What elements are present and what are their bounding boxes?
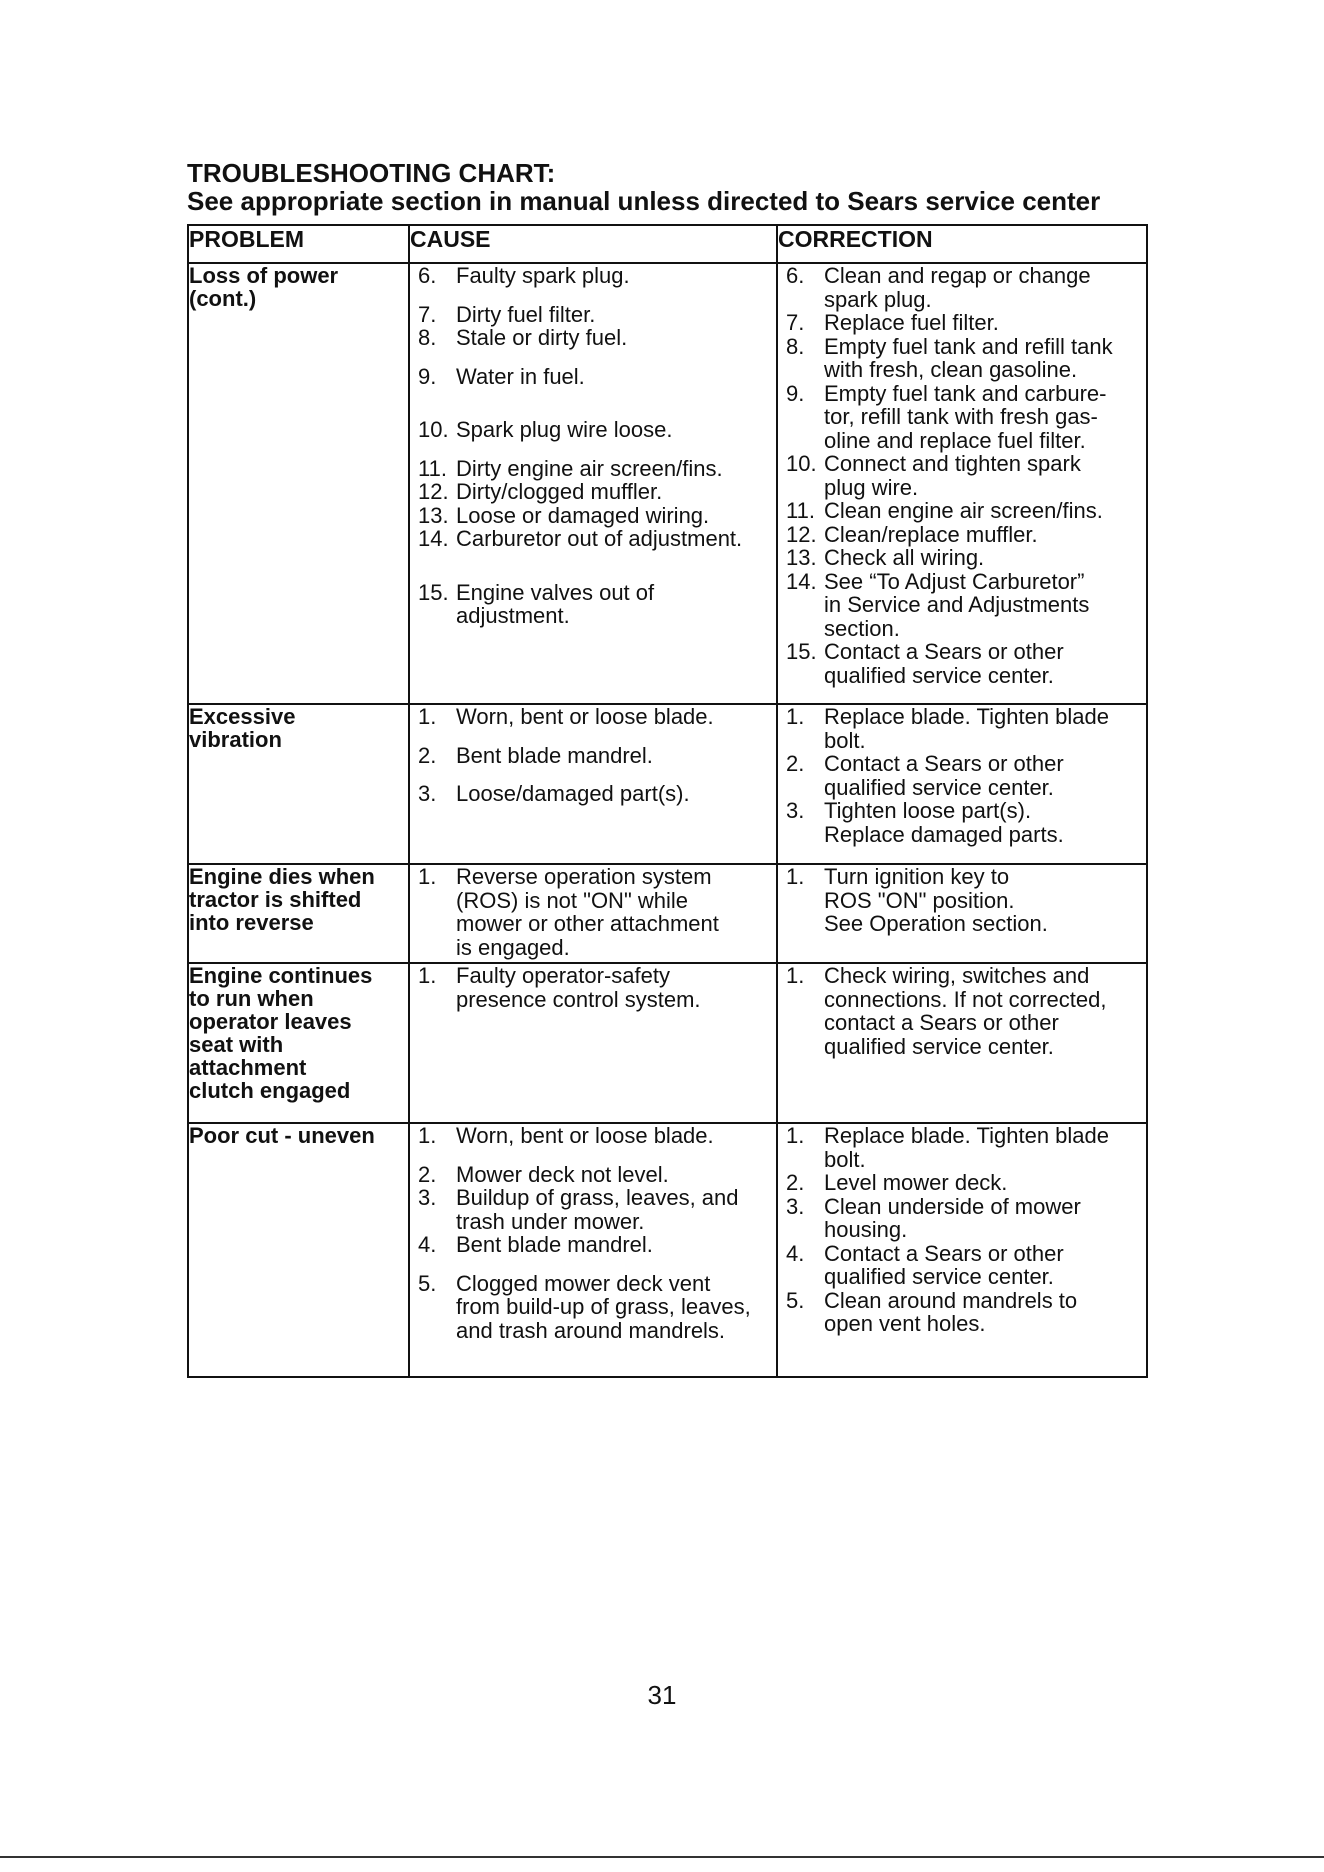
page-number: 31 [647, 1680, 677, 1710]
correction-item [778, 523, 1146, 547]
correction-item-text: Contact a Sears or other qualified service center. [824, 1240, 1064, 1289]
correction-item [778, 570, 1146, 641]
cause-item [410, 418, 776, 442]
correction-item-number: 15. [786, 639, 817, 664]
table-header-row [188, 225, 1147, 263]
correction-item-number: 2. [786, 751, 805, 776]
correction-item-text: Clean/replace muffler. [824, 521, 1038, 547]
cause-cell [409, 704, 777, 864]
correction-item-number: 9. [786, 380, 805, 406]
correction-item-text: Tighten loose part(s). Replace damaged parts. [824, 798, 1064, 847]
header-cause: CAUSE [409, 225, 777, 263]
correction-item-number: 11. [786, 498, 815, 523]
correction-item-number: 7. [786, 310, 805, 335]
table-row [188, 963, 1147, 1123]
correction-item [778, 705, 1146, 752]
cause-item [410, 480, 776, 504]
cause-item-number: 10. [418, 417, 449, 442]
cause-item-text: Worn, bent or loose blade. [456, 704, 714, 729]
chart-subtitle: See appropriate section in manual unless directed to Sears service center [187, 186, 1101, 216]
correction-item-number: 6. [786, 263, 805, 288]
correction-item-number: 12. [786, 521, 817, 547]
cause-item-text: Stale or dirty fuel. [456, 325, 628, 350]
table-body [188, 263, 1147, 1377]
problem-cell [188, 1123, 409, 1377]
cause-item [410, 865, 776, 959]
cause-item-number: 15. [418, 579, 449, 605]
correction-item-text: Check wiring, switches and connections. If not corrected, contact a Sears or other qualified service center. [824, 963, 1107, 1059]
correction-cell [777, 704, 1147, 864]
cause-item-text: Loose or damaged wiring. [456, 502, 710, 528]
correction-item-text: Check all wiring. [824, 545, 985, 570]
cause-item-number: 1. [418, 963, 437, 988]
correction-item [778, 452, 1146, 499]
correction-item-text: See “To Adjust Carburetor” in Service and Adjustments section. [824, 568, 1090, 641]
cause-item [410, 1272, 776, 1343]
cause-item-number: 8. [418, 325, 437, 350]
cause-item [410, 581, 776, 628]
table-row [188, 704, 1147, 864]
cause-item [410, 1233, 776, 1257]
correction-item [778, 335, 1146, 382]
correction-item-text: Empty fuel tank and carbure- tor, refill tank with fresh gas- oline and replace fuel filter. [824, 380, 1107, 453]
correction-cell [777, 1123, 1147, 1377]
cause-item-text: Buildup of grass, leaves, and trash under mower. [456, 1185, 739, 1234]
cause-item [410, 527, 776, 551]
cause-item-text: Reverse operation system (ROS) is not "ON" while mower or other attachment is engaged. [456, 864, 719, 960]
problem-text: Engine dies when tractor is shifted into reverse [189, 864, 375, 935]
header-correction: CORRECTION [777, 225, 1147, 263]
problem-cell [188, 704, 409, 864]
correction-item [778, 640, 1146, 687]
cause-item-text: Dirty fuel filter. [456, 301, 596, 327]
cause-item [410, 504, 776, 528]
correction-item [778, 799, 1146, 846]
cause-cell [409, 1123, 777, 1377]
correction-item [778, 499, 1146, 523]
problem-text: Loss of power (cont.) [189, 263, 339, 311]
correction-item [778, 1242, 1146, 1289]
cause-item-number: 14. [418, 526, 449, 551]
table-row [188, 864, 1147, 963]
cause-item-number: 2. [418, 742, 437, 768]
correction-cell [777, 864, 1147, 963]
correction-item-number: 1. [786, 1123, 805, 1148]
cause-item [410, 1163, 776, 1187]
problem-text: Engine continues to run when operator leaves seat with attachment clutch engaged [189, 963, 373, 1103]
correction-item-text: Clean underside of mower housing. [824, 1193, 1081, 1242]
table-row [188, 263, 1147, 704]
correction-cell [777, 963, 1147, 1123]
cause-cell [409, 263, 777, 704]
correction-item-number: 3. [786, 1193, 805, 1219]
correction-item-number: 14. [786, 568, 817, 594]
cause-item-text: Water in fuel. [456, 363, 585, 389]
cause-item-number: 1. [418, 704, 437, 729]
cause-item [410, 264, 776, 288]
correction-item-text: Level mower deck. [824, 1170, 1008, 1195]
cause-item-text: Spark plug wire loose. [456, 417, 673, 442]
correction-item [778, 964, 1146, 1058]
cause-item-number: 11. [418, 455, 447, 481]
correction-item-text: Replace fuel filter. [824, 310, 999, 335]
cause-item-number: 1. [418, 1123, 437, 1148]
cause-item-text: Worn, bent or loose blade. [456, 1123, 714, 1148]
cause-item-number: 12. [418, 479, 449, 504]
cause-item-number: 6. [418, 263, 437, 288]
cause-item-number: 7. [418, 301, 437, 327]
correction-cell [777, 263, 1147, 704]
cause-item [410, 303, 776, 327]
correction-item [778, 382, 1146, 453]
cause-item [410, 326, 776, 350]
chart-title: TROUBLESHOOTING CHART: [187, 158, 556, 188]
correction-item-number: 1. [786, 704, 805, 729]
correction-item-number: 13. [786, 545, 817, 570]
cause-item-text: Mower deck not level. [456, 1161, 669, 1187]
correction-item [778, 1171, 1146, 1195]
cause-item-number: 5. [418, 1270, 437, 1296]
correction-item-number: 10. [786, 451, 817, 476]
correction-item-text: Contact a Sears or other qualified service center. [824, 751, 1064, 800]
troubleshooting-table [187, 224, 1148, 1378]
problem-cell [188, 963, 409, 1123]
correction-item [778, 1124, 1146, 1171]
correction-item [778, 264, 1146, 311]
cause-item-number: 13. [418, 502, 449, 528]
cause-item-text: Loose/damaged part(s). [456, 781, 690, 806]
correction-item-text: Replace blade. Tighten blade bolt. [824, 704, 1109, 753]
cause-item-text: Engine valves out of adjustment. [456, 579, 655, 628]
cause-item-text: Faulty spark plug. [456, 263, 630, 288]
cause-item-text: Bent blade mandrel. [456, 1232, 653, 1257]
table-row [188, 1123, 1147, 1377]
correction-item [778, 865, 1146, 936]
correction-item-text: Turn ignition key to ROS "ON" position. See Operation section. [824, 864, 1048, 936]
correction-item [778, 1195, 1146, 1242]
correction-item-number: 3. [786, 798, 805, 823]
correction-item-text: Replace blade. Tighten blade bolt. [824, 1123, 1109, 1172]
cause-item-number: 1. [418, 864, 437, 889]
cause-item [410, 457, 776, 481]
cause-item [410, 365, 776, 389]
cause-item-number: 9. [418, 363, 437, 389]
cause-item-text: Clogged mower deck vent from build-up of grass, leaves, and trash around mandrels. [456, 1270, 751, 1343]
cause-item-text: Dirty/clogged muffler. [456, 479, 663, 504]
cause-item-number: 2. [418, 1161, 437, 1187]
problem-text: Excessive vibration [189, 704, 296, 752]
correction-item-number: 5. [786, 1287, 805, 1313]
problem-cell [188, 864, 409, 963]
cause-item-text: Faulty operator-safety presence control system. [456, 963, 701, 1012]
correction-item-number: 1. [786, 963, 805, 988]
correction-item-number: 8. [786, 333, 805, 359]
correction-item-text: Clean around mandrels to open vent holes. [824, 1287, 1078, 1336]
cause-item [410, 705, 776, 729]
problem-cell [188, 263, 409, 704]
correction-item-text: Connect and tighten spark plug wire. [824, 451, 1081, 500]
header-problem: PROBLEM [188, 225, 409, 263]
correction-item-text: Empty fuel tank and refill tank with fresh, clean gasoline. [824, 333, 1113, 382]
cause-cell [409, 864, 777, 963]
cause-item [410, 1124, 776, 1148]
cause-item-number: 3. [418, 1185, 437, 1210]
cause-item-text: Bent blade mandrel. [456, 742, 653, 768]
cause-item [410, 744, 776, 768]
correction-item-text: Contact a Sears or other qualified service center. [824, 639, 1064, 688]
cause-item-text: Dirty engine air screen/fins. [456, 455, 723, 481]
bottom-rule [0, 1856, 1324, 1858]
correction-item [778, 752, 1146, 799]
cause-cell [409, 963, 777, 1123]
cause-item-number: 4. [418, 1232, 437, 1257]
cause-item-text: Carburetor out of adjustment. [456, 526, 743, 551]
correction-item-number: 2. [786, 1170, 805, 1195]
correction-item [778, 311, 1146, 335]
cause-item [410, 964, 776, 1011]
cause-item-number: 3. [418, 781, 437, 806]
correction-item-number: 4. [786, 1240, 805, 1266]
cause-item [410, 1186, 776, 1233]
cause-item [410, 782, 776, 806]
correction-item-text: Clean engine air screen/fins. [824, 498, 1103, 523]
problem-text: Poor cut - uneven [189, 1123, 375, 1148]
correction-item-number: 1. [786, 864, 805, 889]
correction-item [778, 546, 1146, 570]
correction-item-text: Clean and regap or change spark plug. [824, 263, 1091, 312]
correction-item [778, 1289, 1146, 1336]
